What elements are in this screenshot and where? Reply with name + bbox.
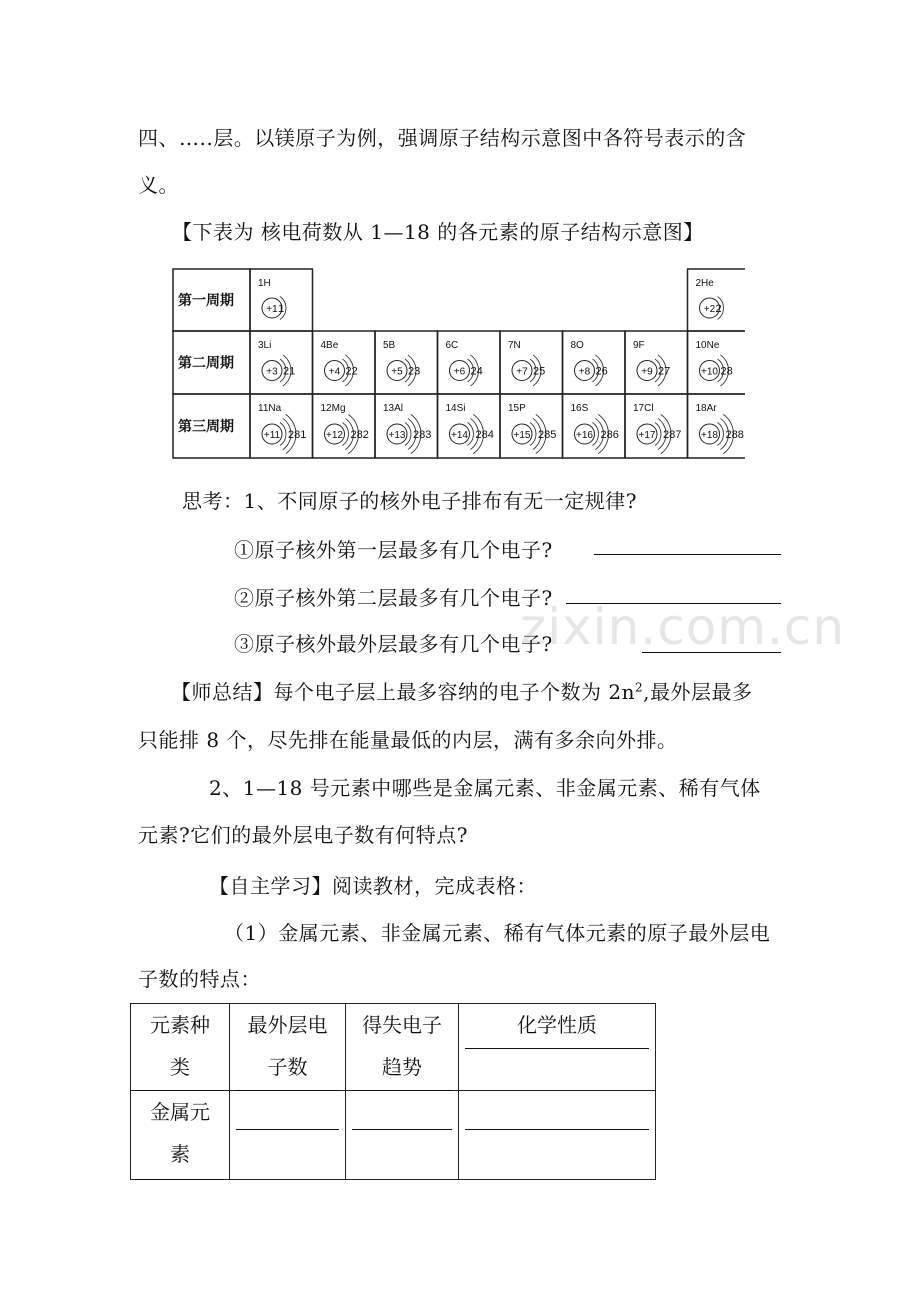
electron-shell-arc bbox=[530, 423, 536, 446]
header-text: 趋势 bbox=[382, 1055, 422, 1079]
sub-question-1 bbox=[234, 536, 553, 564]
period-label: 第三周期 bbox=[178, 419, 234, 435]
sub-question-2-text: ②原子核外第二层最多有几个电子? bbox=[234, 586, 553, 610]
self-study-heading: 【自主学习】阅读教材，完成表格： bbox=[209, 874, 537, 898]
header-text: 子数 bbox=[267, 1055, 308, 1079]
element-symbol: 6C bbox=[445, 340, 459, 351]
electron-shell-arc bbox=[343, 423, 349, 446]
metal-outer-electrons-input[interactable] bbox=[230, 1091, 346, 1180]
nucleus-charge: +9 bbox=[641, 366, 653, 378]
nucleus-charge: +3 bbox=[266, 366, 278, 378]
shell-electrons: 28 bbox=[720, 365, 733, 378]
sub-question-3 bbox=[234, 630, 553, 658]
underline bbox=[465, 1048, 649, 1049]
electron-shell-arc bbox=[718, 423, 724, 446]
element-symbol: 4Be bbox=[320, 340, 339, 351]
superscript: 2 bbox=[634, 680, 644, 695]
paragraph-line: 四、…..层。以镁原子为例，强调原子结构示意图中各符号表示的含 bbox=[138, 126, 747, 150]
item-1-line-1: （1）金属元素、非金属元素、稀有气体元素的原子最外层电 bbox=[224, 921, 771, 945]
period-label: 第二周期 bbox=[178, 355, 234, 372]
nucleus-charge: +7 bbox=[516, 366, 528, 378]
metal-property-input[interactable] bbox=[459, 1091, 656, 1180]
element-symbol: 1H bbox=[258, 278, 271, 289]
nucleus-charge: +16 bbox=[576, 430, 593, 441]
element-symbol: 3Li bbox=[258, 340, 272, 351]
question-2-line-2: 元素?它们的最外层电子数有何特点? bbox=[138, 823, 468, 847]
shell-electrons: 24 bbox=[470, 365, 483, 378]
shell-electrons: 22 bbox=[345, 365, 358, 378]
shell-electrons: 287 bbox=[663, 429, 682, 441]
watermark: zixin.com.cn bbox=[520, 598, 846, 656]
element-symbol: 7N bbox=[508, 340, 521, 351]
underline bbox=[352, 1129, 452, 1130]
shell-electrons: 21 bbox=[283, 365, 296, 378]
electron-shell-arc bbox=[593, 423, 599, 446]
shell-electrons: 283 bbox=[413, 429, 432, 441]
paragraph-line: 义。 bbox=[138, 173, 179, 197]
shell-electrons: 288 bbox=[725, 429, 744, 441]
metal-tendency-input[interactable] bbox=[346, 1091, 459, 1180]
underline bbox=[137, 1179, 223, 1180]
sub-question-3-text: ③原子核外最外层最多有几个电子? bbox=[234, 632, 553, 656]
element-symbol: 9F bbox=[633, 340, 645, 351]
header-electron-tendency bbox=[346, 1004, 459, 1091]
sub-question-2 bbox=[234, 584, 553, 612]
electron-shell-arc bbox=[468, 423, 474, 446]
element-symbol: 12Mg bbox=[320, 403, 346, 414]
shell-electrons: 281 bbox=[288, 429, 307, 441]
answer-blank-1[interactable] bbox=[594, 532, 781, 555]
shell-electrons: 26 bbox=[595, 365, 608, 378]
think-question: 思考：1、不同原子的核外电子排布有无一定规律? bbox=[182, 489, 637, 513]
nucleus-charge: +11 bbox=[263, 430, 281, 441]
nucleus-charge: +8 bbox=[578, 366, 591, 378]
answer-blank-2[interactable] bbox=[566, 581, 781, 604]
nucleus-charge: +1 bbox=[266, 304, 278, 315]
header-text: 元素种 bbox=[150, 1013, 210, 1037]
header-text: 最外层电 bbox=[247, 1013, 328, 1037]
shell-electrons: 286 bbox=[600, 429, 619, 441]
answer-blank-3[interactable] bbox=[642, 630, 781, 653]
electron-shell-arc bbox=[655, 423, 661, 446]
shell-electrons: 282 bbox=[350, 429, 369, 441]
element-symbol: 17Cl bbox=[633, 403, 654, 414]
sub-question-1-text: ①原子核外第一层最多有几个电子? bbox=[234, 538, 553, 562]
element-characteristics-table bbox=[130, 1003, 656, 1180]
nucleus-charge: +12 bbox=[326, 430, 343, 441]
row-text: 金属元 bbox=[150, 1100, 210, 1125]
nucleus-charge: +13 bbox=[388, 430, 406, 441]
nucleus-charge: +15 bbox=[513, 430, 531, 441]
nucleus-charge: +2 bbox=[703, 304, 716, 315]
element-symbol: 18Ar bbox=[695, 403, 717, 414]
electron-shell-arc bbox=[280, 423, 286, 446]
summary-line-2: 只能排 8 个，尽先排在能量最低的内层，满有多余向外排。 bbox=[138, 728, 678, 752]
underline bbox=[236, 1129, 339, 1130]
shell-electrons: 285 bbox=[538, 429, 557, 441]
figure-caption: 【下表为 核电荷数从 1—18 的各元素的原子结构示意图】 bbox=[172, 220, 704, 244]
underline bbox=[465, 1129, 649, 1130]
shell-electrons: 1 bbox=[278, 303, 285, 315]
header-text: 得失电子 bbox=[362, 1013, 442, 1037]
header-element-type bbox=[131, 1004, 230, 1091]
shell-electrons: 284 bbox=[475, 429, 494, 441]
element-symbol: 2He bbox=[695, 278, 714, 289]
summary-text-b: ,最外层最多 bbox=[643, 680, 753, 704]
item-1-line-2: 子数的特点： bbox=[138, 967, 261, 991]
header-text: 类 bbox=[170, 1055, 190, 1079]
row-text: 素 bbox=[170, 1142, 190, 1167]
nucleus-charge: +14 bbox=[451, 430, 468, 441]
element-symbol: 14Si bbox=[445, 403, 466, 414]
nucleus-charge: +10 bbox=[701, 366, 718, 378]
shell-electrons: 23 bbox=[408, 365, 421, 378]
header-text: 化学性质 bbox=[517, 1013, 597, 1037]
header-outer-electrons bbox=[230, 1004, 346, 1091]
question-2-line-1: 2、1—18 号元素中哪些是金属元素、非金属元素、稀有气体 bbox=[209, 776, 761, 800]
shell-electrons: 25 bbox=[533, 365, 546, 378]
nucleus-charge: +6 bbox=[453, 366, 466, 378]
element-symbol: 16S bbox=[570, 403, 589, 414]
shell-electrons: 27 bbox=[658, 365, 671, 378]
element-symbol: 5B bbox=[383, 340, 396, 351]
header-chemical-property bbox=[459, 1004, 656, 1091]
nucleus-charge: +5 bbox=[391, 366, 403, 378]
atomic-structure-figure bbox=[170, 266, 745, 462]
period-label: 第一周期 bbox=[178, 293, 234, 309]
element-symbol: 13Al bbox=[383, 403, 404, 414]
electron-shell-arc bbox=[405, 423, 411, 446]
shell-electrons: 2 bbox=[715, 303, 722, 315]
nucleus-charge: +4 bbox=[328, 366, 341, 378]
row-metal-label bbox=[131, 1091, 230, 1180]
element-symbol: 8O bbox=[570, 340, 584, 351]
nucleus-charge: +18 bbox=[701, 430, 718, 441]
element-symbol: 15P bbox=[508, 403, 526, 414]
element-symbol: 10Ne bbox=[695, 340, 720, 351]
summary-line-1 bbox=[171, 678, 752, 706]
element-symbol: 11Na bbox=[258, 403, 282, 414]
summary-text: 【师总结】每个电子层上最多容纳的电子个数为 2n bbox=[171, 680, 635, 704]
nucleus-charge: +17 bbox=[638, 430, 656, 441]
